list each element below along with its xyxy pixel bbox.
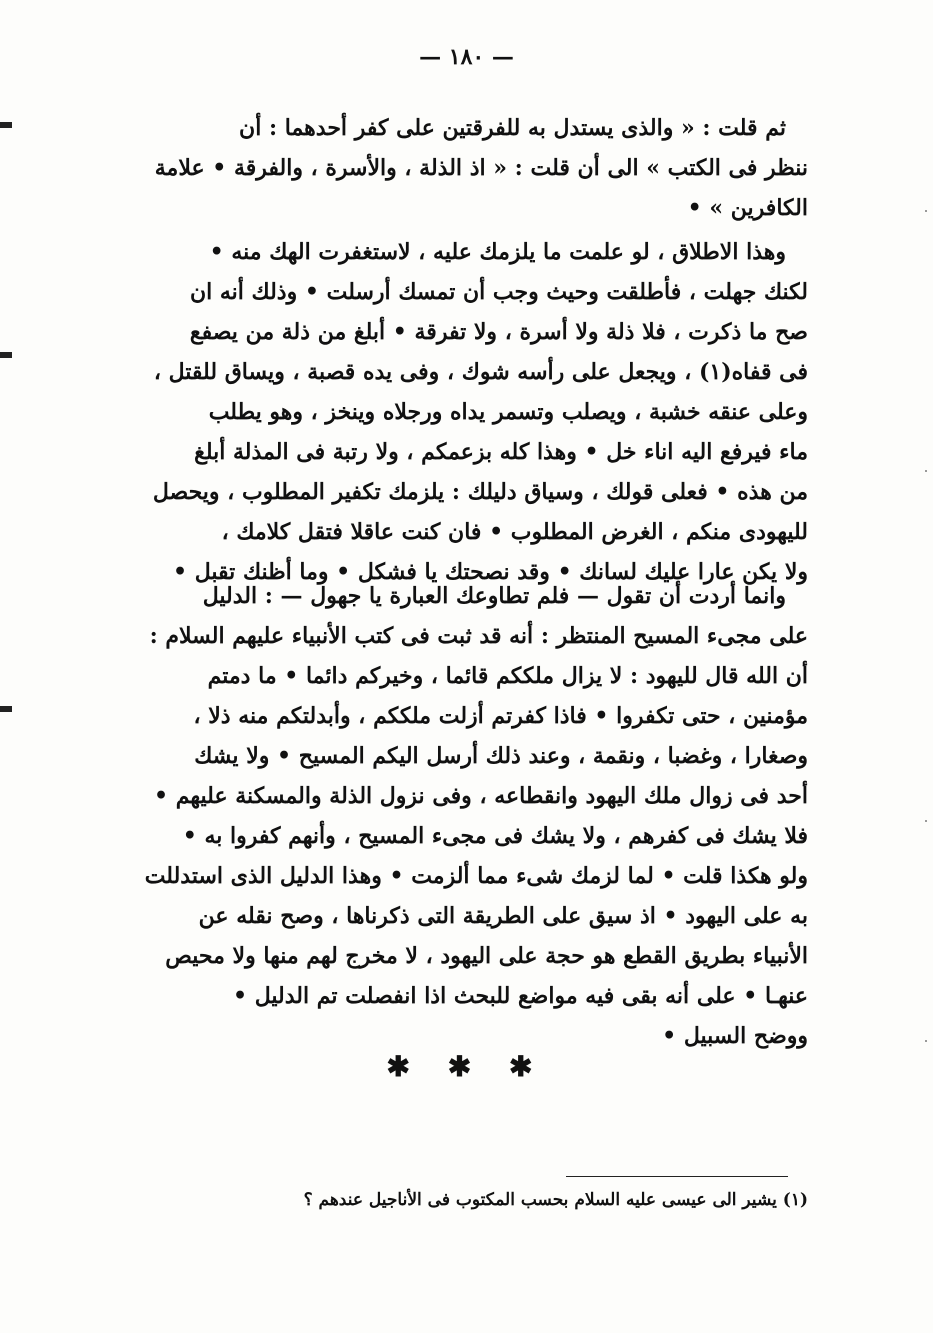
paragraph-line: ولا يكن عارا عليك لسانك • وقد نصحتك يا فشكل • وما أظنك تقبل • — [173, 559, 808, 585]
paragraph-line: عنهـا • على أنه بقى فيه مواضع للبحث اذا انفصلت تم الدليل • — [233, 983, 808, 1009]
page-number: — ١٨٠ — — [419, 44, 514, 70]
paragraph-line: ماء فيرفع اليه اناء خل • وهذا كله بزعمكم ، ولا رتبة فى المذلة أبلغ — [194, 439, 808, 465]
footnote: (١) يشير الى عيسى عليه السلام بحسب المكتوب فى الأناجيل عندهم ؟ — [303, 1190, 808, 1210]
paragraph-2 — [100, 232, 808, 592]
paragraph-line: به على اليهود • اذ سيق على الطريقة التى ذكرناها ، وصح نقله عن — [198, 903, 808, 929]
paragraph-line: ثم قلت : « والذى يستدل به للفرقتين على كفر أحدهما : أن — [239, 115, 786, 141]
paragraph-line: لكنك جهلت ، فأطلقت وحيث وجب أن تمسك أرسلت • وذلك أنه ان — [189, 279, 808, 305]
paragraph-line: فى قفاه(١) ، ويجعل على رأسه شوك ، وفى يده قصبة ، ويساق للقتل ، — [153, 359, 808, 385]
paragraph-line: وانما أردت أن تقول — فلم تطاوعك العبارة يا جهول — : الدليل — [202, 583, 786, 609]
paragraph-1 — [100, 108, 808, 228]
scan-speck — [925, 470, 927, 472]
paragraph-line: وهذا الاطلاق ، لو علمت ما يلزمك عليه ، لاستغفرت الهك منه • — [209, 239, 786, 265]
paragraph-line: وعلى عنقه خشبة ، ويصلب وتسمر يداه ورجلاه وينخز ، وهو يطلب — [208, 399, 808, 425]
scan-speck — [925, 210, 927, 212]
paragraph-line: وصغارا ، وغضبا ، ونقمة ، وعند ذلك أرسل اليكم المسيح • ولا يشك — [194, 743, 808, 769]
paragraph-3 — [100, 576, 808, 1056]
paragraph-line: فلا يشك فى كفرهم ، ولا يشك فى مجىء المسيح ، وأنهم كفروا به • — [182, 823, 808, 849]
paragraph-line: على مجىء المسيح المنتظر : أنه قد ثبت فى كتب الأنبياء عليهم السلام : — [149, 623, 808, 649]
footnote-divider — [566, 1176, 788, 1177]
binding-mark — [0, 352, 12, 358]
paragraph-line: ولو هكذا قلت • لما لزمك شىء مما ألزمت • وهذا الدليل الذى استدللت — [144, 863, 808, 889]
paragraph-line: الكافرين » • — [687, 195, 808, 221]
paragraph-line: لليهودى منكم ، الغرض المطلوب • فان كنت عاقلا فتقل كلامك ، — [221, 519, 808, 545]
paragraph-line: أن الله قال لليهود : لا يزال ملككم قائما ، وخيركم دائما • ما دمتم — [207, 663, 808, 689]
paragraph-line: ووضح السبيل • — [662, 1023, 808, 1049]
paragraph-line: الأنبياء بطريق القطع هو حجة على اليهود ، لا مخرج لهم منها ولا محيص — [165, 943, 808, 969]
paragraph-line: أحد فى زوال ملك اليهود وانقطاعه ، وفى نزول الذلة والمسكنة عليهم • — [154, 783, 808, 809]
scan-speck — [925, 820, 927, 822]
paragraph-line: صح ما ذكرت ، فلا ذلة ولا أسرة ، ولا تفرقة • أبلغ من ذلة من يصفع — [189, 319, 808, 345]
section-separator: ✱ ✱ ✱ — [386, 1050, 547, 1083]
scan-speck — [925, 1040, 927, 1042]
paragraph-line: مؤمنين ، حتى تكفروا • فاذا كفرتم أزلت ملككم ، وأبدلتكم منه ذلا ، — [193, 703, 808, 729]
binding-mark — [0, 122, 12, 128]
paragraph-line: من هذه • فعلى قولك ، وسياق دليلك : يلزمك تكفير المطلوب ، ويحصل — [152, 479, 808, 505]
paragraph-line: ننظر فى الكتب » الى أن قلت : « اذ الذلة ، والأسرة ، والفرقة • علامة — [154, 155, 808, 181]
binding-mark — [0, 706, 12, 712]
